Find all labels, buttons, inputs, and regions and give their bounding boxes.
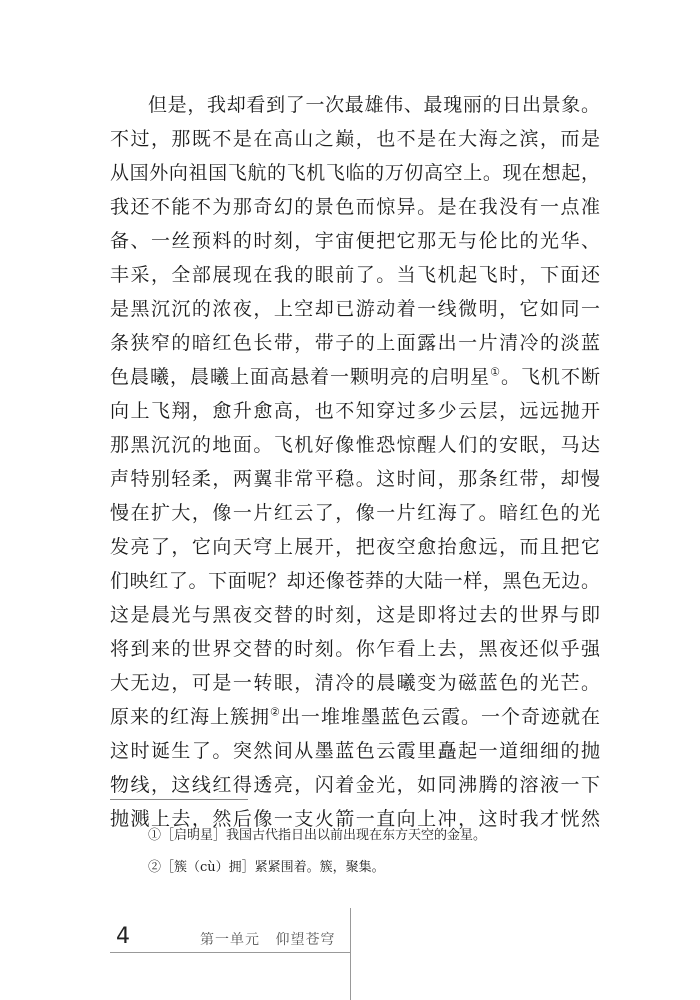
text-line: 将到来的世界交替的时刻。你乍看上去，黑夜还似乎强: [110, 638, 600, 660]
running-head: 第一单元 仰望苍穹: [200, 932, 336, 948]
footer-divider-vertical: [350, 908, 351, 1000]
text-line: 大无边，可是一转眼，清冷的晨曦变为磁蓝色的光芒。: [110, 672, 600, 694]
footnote-1: ①［启明星］我国古代指日出以前出现在东方天空的金星。: [148, 828, 487, 843]
text-segment: 出一堆堆墨蓝色云霞。一个奇迹就在: [280, 706, 600, 728]
text-segment: 色晨曦，晨曦上面高悬着一颗明亮的启明星: [110, 366, 491, 388]
text-line: 备、一丝预料的时刻，宇宙便把它那无与伦比的光华、: [110, 230, 600, 252]
text-line: 向上飞翔，愈升愈高，也不知穿过多少云层，远远抛开: [110, 400, 600, 422]
text-segment: 原来的红海上簇拥: [110, 706, 271, 728]
main-text: [110, 88, 600, 836]
text-line: 物线，这线红得透亮，闪着金光，如同沸腾的溶液一下: [110, 774, 600, 796]
text-line: 发亮了，它向天穹上展开，把夜空愈抬愈远，而且把它: [110, 536, 600, 558]
text-line: 抛溅上去，然后像一支火箭一直向上冲，这时我才恍然: [110, 808, 600, 830]
text-line: 但是，我却看到了一次最雄伟、最瑰丽的日出景象。: [148, 94, 600, 116]
text-line: 从国外向祖国飞航的飞机飞临的万仞高空上。现在想起，: [110, 162, 600, 184]
text-line: 们映红了。下面呢？却还像苍莽的大陆一样，黑色无边。: [110, 570, 600, 592]
text-line: 丰采，全部展现在我的眼前了。当飞机起飞时，下面还: [110, 264, 600, 286]
footnote-divider: [110, 799, 248, 800]
text-line: [110, 360, 600, 394]
text-line: 这时诞生了。突然间从墨蓝色云霞里矗起一道细细的抛: [110, 740, 600, 762]
page-number: 4: [116, 924, 130, 949]
footnote-ref-2: ②: [270, 705, 281, 719]
footnote-2: ②［簇（cù）拥］紧紧围着。簇，聚集。: [148, 860, 385, 875]
text-line: 是黑沉沉的浓夜，上空却已游动着一线微明，它如同一: [110, 298, 600, 320]
text-line: 我还不能不为那奇幻的景色而惊异。是在我没有一点准: [110, 196, 600, 218]
text-line: 不过，那既不是在高山之巅，也不是在大海之滨，而是: [110, 128, 600, 150]
text-line: 声特别轻柔，两翼非常平稳。这时间，那条红带，却慢: [110, 468, 600, 490]
text-line: 这是晨光与黑夜交替的时刻，这是即将过去的世界与即: [110, 604, 600, 626]
text-line: 慢在扩大，像一片红云了，像一片红海了。暗红色的光: [110, 502, 600, 524]
text-line: [110, 700, 600, 734]
text-line: 那黑沉沉的地面。飞机好像惟恐惊醒人们的安眠，马达: [110, 434, 600, 456]
footnotes: [148, 820, 608, 884]
text-line: 条狭窄的暗红色长带，带子的上面露出一片清冷的淡蓝: [110, 332, 600, 354]
footnote-ref-1: ①: [490, 365, 501, 379]
footer-divider-horizontal: [110, 952, 350, 953]
text-segment: 。飞机不断: [500, 366, 600, 388]
